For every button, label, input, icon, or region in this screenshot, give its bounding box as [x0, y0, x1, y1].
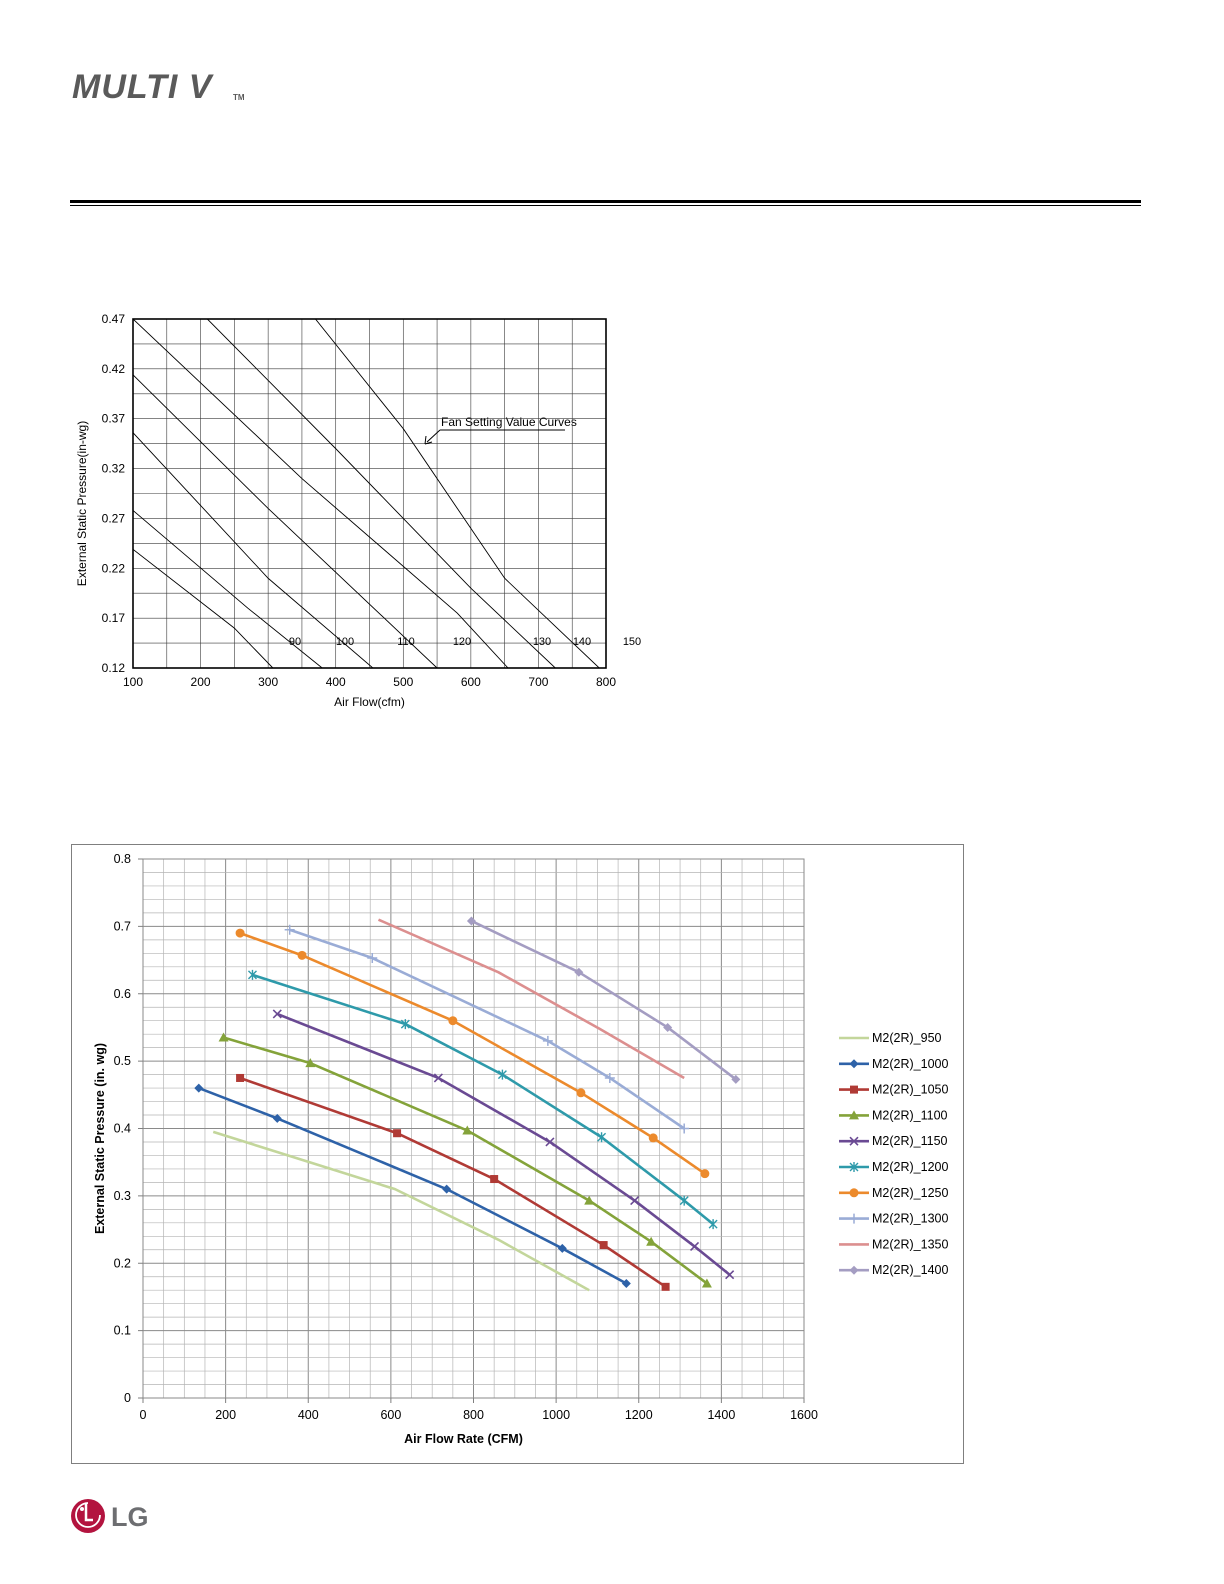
x-tick-label: 500 [393, 675, 414, 689]
data-point [236, 1074, 244, 1082]
series-line [471, 921, 735, 1079]
curve-label: 110 [397, 636, 415, 648]
y-tick-label: 0.27 [101, 511, 125, 526]
legend-label: M2(2R)_1050 [872, 1082, 949, 1097]
curve-label: 150 [622, 636, 642, 648]
x-tick-label: 1200 [624, 1408, 653, 1422]
legend-label: M2(2R)_1200 [872, 1160, 949, 1174]
x-tick-label: 400 [325, 675, 346, 689]
legend-label: M2(2R)_1250 [872, 1185, 949, 1200]
legend-marker [850, 1188, 859, 1197]
data-point [490, 1175, 498, 1183]
y-tick-label: 0.12 [101, 661, 125, 675]
legend-label: M2(2R)_1350 [872, 1237, 949, 1252]
legend-label: M2(2R)_1400 [872, 1263, 949, 1278]
x-tick-label: 1400 [707, 1408, 736, 1422]
y-tick-label: 0.22 [101, 561, 125, 576]
series-M2(2R)_1100 [219, 1033, 712, 1288]
data-point [448, 1016, 457, 1025]
annotation-leader [427, 430, 440, 442]
fan-curve-90 [133, 549, 273, 668]
series-M2(2R)_1300 [285, 925, 690, 1134]
legend-label: M2(2R)_1000 [872, 1056, 949, 1071]
lg-logo [70, 1496, 170, 1536]
header-rule-thick [70, 200, 1141, 203]
data-point [298, 951, 307, 960]
y-tick-label: 0.6 [113, 986, 131, 1001]
data-point [236, 929, 245, 938]
data-point [194, 1084, 203, 1093]
x-tick-label: 300 [258, 675, 279, 689]
y-tick-label: 0.47 [101, 312, 125, 326]
y-tick-label: 0.5 [113, 1054, 131, 1069]
series-M2(2R)_1400 [467, 916, 740, 1083]
y-axis-label: External Static Pressure (in. wg) [93, 1042, 107, 1235]
x-tick-label: 600 [380, 1408, 402, 1422]
y-tick-label: 0.7 [113, 919, 131, 934]
x-tick-label: 400 [297, 1408, 319, 1422]
multi-v-logo-graphic [70, 62, 250, 106]
data-point [600, 1241, 608, 1249]
y-tick-label: 0.4 [113, 1121, 131, 1136]
data-point [598, 1132, 606, 1142]
logo-tm: TM [233, 93, 245, 102]
lg-logo-eye [80, 1507, 84, 1511]
legend-marker [849, 1214, 859, 1224]
airflow-chart-frame [71, 844, 964, 1464]
x-tick-label: 100 [122, 675, 144, 689]
legend-marker [850, 1266, 859, 1275]
x-tick-label: 1000 [542, 1408, 571, 1422]
fan-setting-chart [70, 300, 642, 720]
x-axis-label: Air Flow Rate (CFM) [404, 1432, 523, 1446]
x-tick-label: 200 [215, 1408, 237, 1422]
lg-logo-graphic [70, 1496, 170, 1536]
y-tick-label: 0.37 [101, 411, 125, 426]
fan-setting-chart-svg [70, 300, 642, 720]
legend-label: M2(2R)_1150 [872, 1134, 948, 1149]
data-point [631, 1197, 639, 1205]
data-point [576, 1088, 585, 1097]
legend-marker [850, 1086, 858, 1094]
x-axis-label: Air Flow(cfm) [334, 695, 405, 709]
y-axis-label: External Static Pressure(in-wg) [75, 420, 89, 587]
y-tick-label: 0.3 [113, 1188, 131, 1203]
data-point [726, 1271, 734, 1279]
data-point [662, 1283, 670, 1291]
x-tick-label: 600 [460, 675, 481, 689]
y-tick-label: 0.32 [101, 461, 125, 476]
fan-curve-110 [133, 433, 373, 668]
annotation-label: Fan Setting Value Curves [441, 415, 577, 429]
curve-label: 100 [335, 636, 355, 648]
y-tick-label: 0.42 [101, 361, 125, 376]
series-line [240, 933, 705, 1174]
data-point [393, 1129, 401, 1137]
x-tick-label: 200 [190, 675, 211, 689]
data-point [691, 1242, 699, 1250]
x-tick-label: 1600 [790, 1408, 818, 1422]
curve-label: 90 [288, 636, 302, 648]
data-point [367, 953, 377, 963]
curve-label: 120 [452, 636, 472, 648]
series-line [290, 930, 685, 1129]
curve-label: 140 [572, 636, 592, 648]
y-tick-label: 0 [124, 1391, 131, 1405]
y-tick-label: 0.8 [113, 852, 131, 866]
y-tick-label: 0.2 [113, 1256, 131, 1271]
legend-marker [850, 1059, 859, 1068]
logo-text: MULTI V [72, 68, 213, 106]
data-point [467, 916, 476, 925]
multi-v-logo [70, 62, 250, 106]
legend-label: M2(2R)_950 [872, 1031, 942, 1045]
header-rule-thin [70, 205, 1141, 206]
airflow-chart-svg [72, 845, 965, 1465]
data-point [649, 1133, 658, 1142]
y-tick-label: 0.17 [101, 611, 125, 626]
curve-label: 130 [532, 636, 552, 648]
x-tick-label: 800 [463, 1408, 484, 1422]
data-point [680, 1196, 688, 1206]
data-point [709, 1219, 717, 1229]
x-tick-label: 800 [595, 675, 617, 689]
legend-label: M2(2R)_1100 [872, 1108, 948, 1123]
x-tick-label: 0 [139, 1408, 147, 1422]
lg-logo-text: LG [111, 1502, 149, 1532]
data-point [584, 1196, 594, 1205]
data-point [442, 1185, 451, 1194]
legend-label: M2(2R)_1300 [872, 1211, 949, 1226]
data-point [700, 1169, 709, 1178]
y-tick-label: 0.1 [113, 1323, 131, 1338]
x-tick-label: 700 [528, 675, 549, 689]
